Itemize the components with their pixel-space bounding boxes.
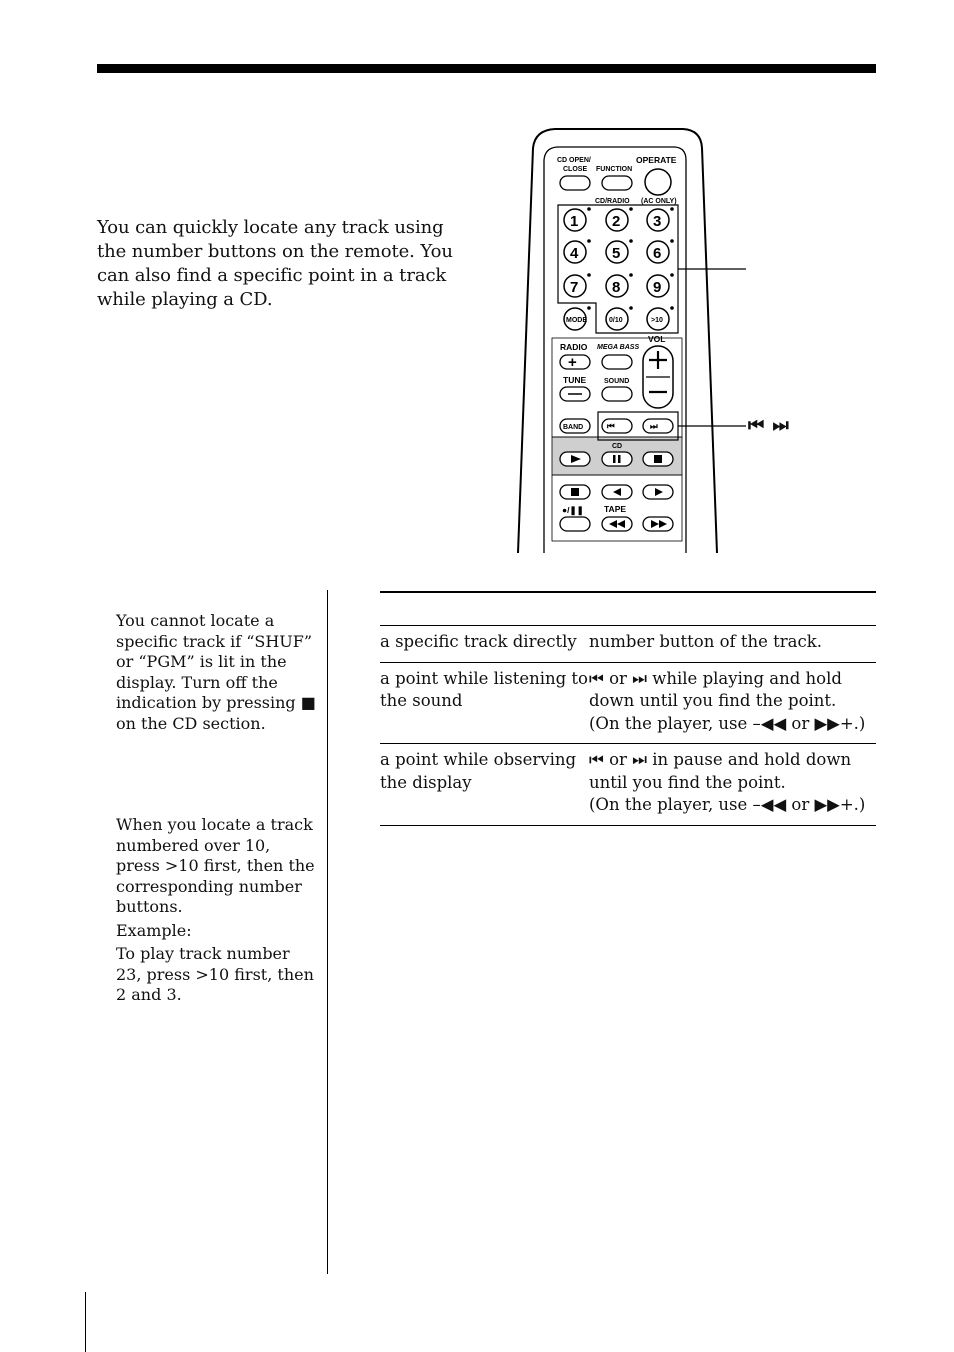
- rec-pause-label: ●/❚❚: [562, 505, 584, 515]
- note-2-text: When you locate a track numbered over 10, press >10 first, then the corresponding number buttons.: [116, 815, 315, 916]
- note-shuffle-program: [116, 611, 316, 734]
- table-cell-action: [589, 663, 876, 744]
- number-6-label: 6: [653, 245, 662, 262]
- radio-label: RADIO: [560, 342, 588, 352]
- pause-icon: [613, 455, 616, 463]
- next-track-icon: ⏭: [650, 421, 658, 431]
- vol-label: VOL: [648, 334, 666, 344]
- table-cell-action: [589, 744, 876, 825]
- number-4-label: 4: [570, 245, 579, 262]
- operate-button[interactable]: [645, 169, 671, 195]
- page-edge-line: [85, 1292, 86, 1352]
- cd-open-close-button[interactable]: [560, 176, 590, 190]
- number-5-label: 5: [612, 245, 621, 262]
- note-2-example-label: Example:: [116, 920, 192, 940]
- note-2-example: To play track number 23, press >10 first, then 2 and 3.: [116, 944, 314, 1004]
- table-cell-target: a point while listening to the sound: [380, 668, 588, 710]
- intro-paragraph: You can quickly locate any track using the number buttons on the remote. You can also find a specific point in a track while playing a CD.: [97, 217, 453, 310]
- number-3-label: 3: [653, 213, 662, 230]
- top-rule: [97, 64, 876, 73]
- operate-label: OPERATE: [636, 155, 677, 165]
- function-label: FUNCTION: [596, 166, 633, 173]
- table-header-row: [380, 593, 876, 626]
- table-cell-action-main: number button of the track.: [589, 632, 823, 651]
- tape-label: TAPE: [604, 504, 627, 514]
- table-row: [380, 626, 876, 663]
- number-8-label: 8: [612, 279, 621, 296]
- rec-pause-button[interactable]: [560, 517, 590, 531]
- table-cell-action-note: (On the player, use –◀◀ or ▶▶+.): [589, 795, 866, 814]
- over-ten-label: >10: [651, 317, 663, 324]
- plus-icon: +: [568, 354, 577, 371]
- mode-label: MODE: [566, 317, 587, 324]
- number-7-label: 7: [570, 279, 579, 296]
- note-1-text: You cannot locate a specific track if “SHUF” or “PGM” is lit in the display. Turn off the indication by pressing ■ on the CD section.: [116, 611, 316, 733]
- next-track-button[interactable]: [643, 419, 673, 433]
- table-cell-action-main: ⏮ or ⏭ while playing and hold down until you find the point.: [589, 668, 842, 710]
- mega-bass-label: MEGA BASS: [597, 344, 640, 351]
- band-label: BAND: [563, 424, 584, 431]
- zero-ten-label: 0/10: [609, 317, 623, 324]
- table-row: [380, 663, 876, 745]
- number-1-label: 1: [570, 213, 579, 230]
- number-buttons: [564, 207, 674, 310]
- ac-only-label: (AC ONLY): [641, 198, 677, 205]
- sound-label: SOUND: [604, 378, 630, 385]
- table-cell-action-note: (On the player, use –◀◀ or ▶▶+.): [589, 713, 866, 733]
- mega-bass-button[interactable]: [602, 355, 632, 369]
- cd-open-label: CD OPEN/: [557, 157, 591, 164]
- cd-label: CD: [612, 443, 623, 450]
- cd-radio-label: CD/RADIO: [595, 198, 630, 205]
- table-cell-action-main: ⏮ or ⏭ in pause and hold down until you find the point.: [589, 750, 852, 792]
- locate-table: [380, 591, 876, 826]
- table-cell-target: a point while observing the display: [380, 750, 577, 792]
- number-9-label: 9: [653, 279, 662, 296]
- skip-callout-label: ⏮ ⏭: [748, 415, 790, 436]
- stop-icon: [654, 455, 662, 463]
- sound-button[interactable]: [602, 387, 632, 401]
- cd-pause-button[interactable]: [602, 452, 632, 466]
- table-row: [380, 744, 876, 826]
- table-cell-action: [589, 626, 876, 662]
- table-cell-target: a specific track directly: [380, 632, 577, 651]
- note-track-over-10: [116, 815, 316, 1006]
- tune-label: TUNE: [563, 375, 587, 385]
- sidebar-divider: [327, 590, 328, 1274]
- prev-track-icon: ⏮: [607, 421, 615, 431]
- remote-illustration: [505, 120, 835, 560]
- function-button[interactable]: [602, 176, 632, 190]
- close-label: CLOSE: [563, 166, 588, 173]
- number-2-label: 2: [612, 213, 621, 230]
